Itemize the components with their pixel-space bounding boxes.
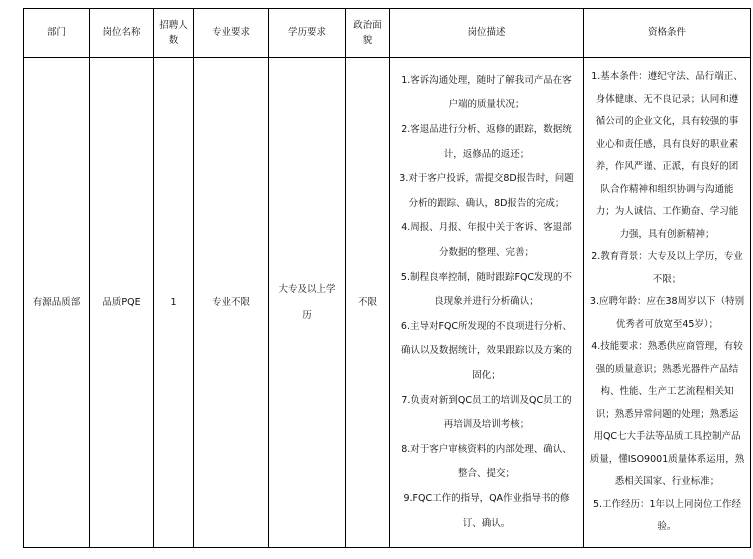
qualification-line: 2.教育背景：大专及以上学历，专业: [591, 251, 743, 263]
cell-position: 品质PQE: [90, 58, 154, 548]
description-line: 再培训及培训考核；: [443, 419, 530, 431]
description-line: 9.FQC工作的指导，QA作业指导书的修: [403, 492, 570, 504]
education-line: 历: [302, 309, 312, 321]
description-line: 5.制程良率控制，随时跟踪FQC发现的不: [400, 271, 573, 283]
header-politics: [346, 9, 390, 58]
cell-qualifications: [584, 58, 751, 548]
qualification-line: 队合作精神和组织协调与沟通能: [600, 183, 734, 195]
qualification-line: 悉相关国家、行业标准；: [614, 476, 720, 488]
description-line: 分数据的整理、完善；: [438, 247, 534, 259]
qualification-line: 3.应聘年龄：应在38周岁以下（特别: [589, 296, 745, 308]
description-line: 7.负责对新到QC员工的培训及QC员工的: [401, 394, 572, 406]
description-line: 固化；: [472, 369, 501, 381]
table-row: [24, 58, 751, 548]
description-line: 分析的跟踪、确认，8D报告的完成；: [408, 197, 565, 209]
header-count-line: 招聘人: [159, 20, 188, 31]
cell-description: [390, 58, 584, 548]
qualification-line: 强的质量意识；熟悉光器件产品结: [595, 363, 739, 375]
description-line: 6.主导对FQC所发现的不良项进行分析、: [400, 320, 573, 332]
description-line: 户端的质量状况；: [448, 99, 525, 111]
qualification-line: 力；为人诚信、工作勤奋、学习能: [595, 206, 739, 218]
qualification-line: 循公司的企业文化，具有较强的事: [595, 116, 739, 128]
header-politics-line: 貌: [362, 35, 373, 46]
description-line: 2.客退品进行分析、返修的跟踪，数据统: [401, 124, 572, 136]
qualification-line: 构、性能、生产工艺流程相关知: [600, 386, 734, 398]
qualification-line: 识；熟悉异常问题的处理；熟悉运: [595, 408, 739, 420]
qualification-line: 力强，具有创新精神；: [619, 228, 715, 240]
qualification-line: 业心和责任感，具有良好的职业素: [595, 138, 739, 150]
qualification-line: 4.技能要求：熟悉供应商管理，有较: [591, 341, 743, 353]
recruitment-table: [23, 8, 751, 548]
description-line: 确认以及数据统计，效果跟踪以及方案的: [400, 345, 572, 357]
qualification-line: 优秀者可放宽至45岁）；: [615, 318, 719, 330]
description-line: 订、确认。: [462, 517, 511, 529]
qualification-line: 身体健康、无不良记录；认同和遵: [595, 93, 739, 105]
qualification-line: 不限；: [652, 273, 682, 285]
description-line: 4.周报、月报、年报中关于客诉、客退部: [401, 222, 572, 234]
header-position: 岗位名称: [90, 9, 154, 58]
education-line: 大专及以上学: [278, 283, 336, 295]
qualification-line: 1.基本条件：遵纪守法、品行端正、: [591, 71, 743, 83]
description-line: 1.客诉沟通处理，随时了解我司产品在客: [401, 74, 572, 86]
description-line: 良现象并进行分析确认；: [434, 296, 539, 308]
header-politics-line: 政治面: [353, 20, 382, 31]
header-count: [154, 9, 194, 58]
cell-dept: 有源品质部: [24, 58, 90, 548]
header-description: 岗位描述: [390, 9, 584, 58]
cell-count: 1: [154, 58, 194, 548]
cell-education: [269, 58, 346, 548]
header-dept: 部门: [24, 9, 90, 58]
qualification-line: 验。: [657, 521, 677, 533]
description-line: 整合、提交；: [457, 468, 515, 480]
header-row: [24, 9, 751, 58]
qualification-line: 用QC七大手法等品质工具控制产品: [593, 431, 741, 443]
description-line: 8.对于客户审核资料的内部处理、确认、: [401, 443, 572, 455]
description-line: 计，返修品的返还；: [443, 148, 530, 160]
header-qualifications: 资格条件: [584, 9, 751, 58]
description-line: 3.对于客户投诉，需提交8D报告时，问题: [399, 173, 574, 185]
header-major: 专业要求: [194, 9, 269, 58]
header-count-line: 数: [168, 35, 179, 46]
qualification-line: 质量，懂ISO9001质量体系运用，熟: [589, 453, 745, 465]
cell-politics: 不限: [346, 58, 390, 548]
qualification-line: 5.工作经历：1年以上同岗位工作经: [592, 498, 742, 510]
cell-major: 专业不限: [194, 58, 269, 548]
qualification-line: 养，作风严谨、正派，有良好的团: [595, 161, 739, 173]
header-education: 学历要求: [269, 9, 346, 58]
